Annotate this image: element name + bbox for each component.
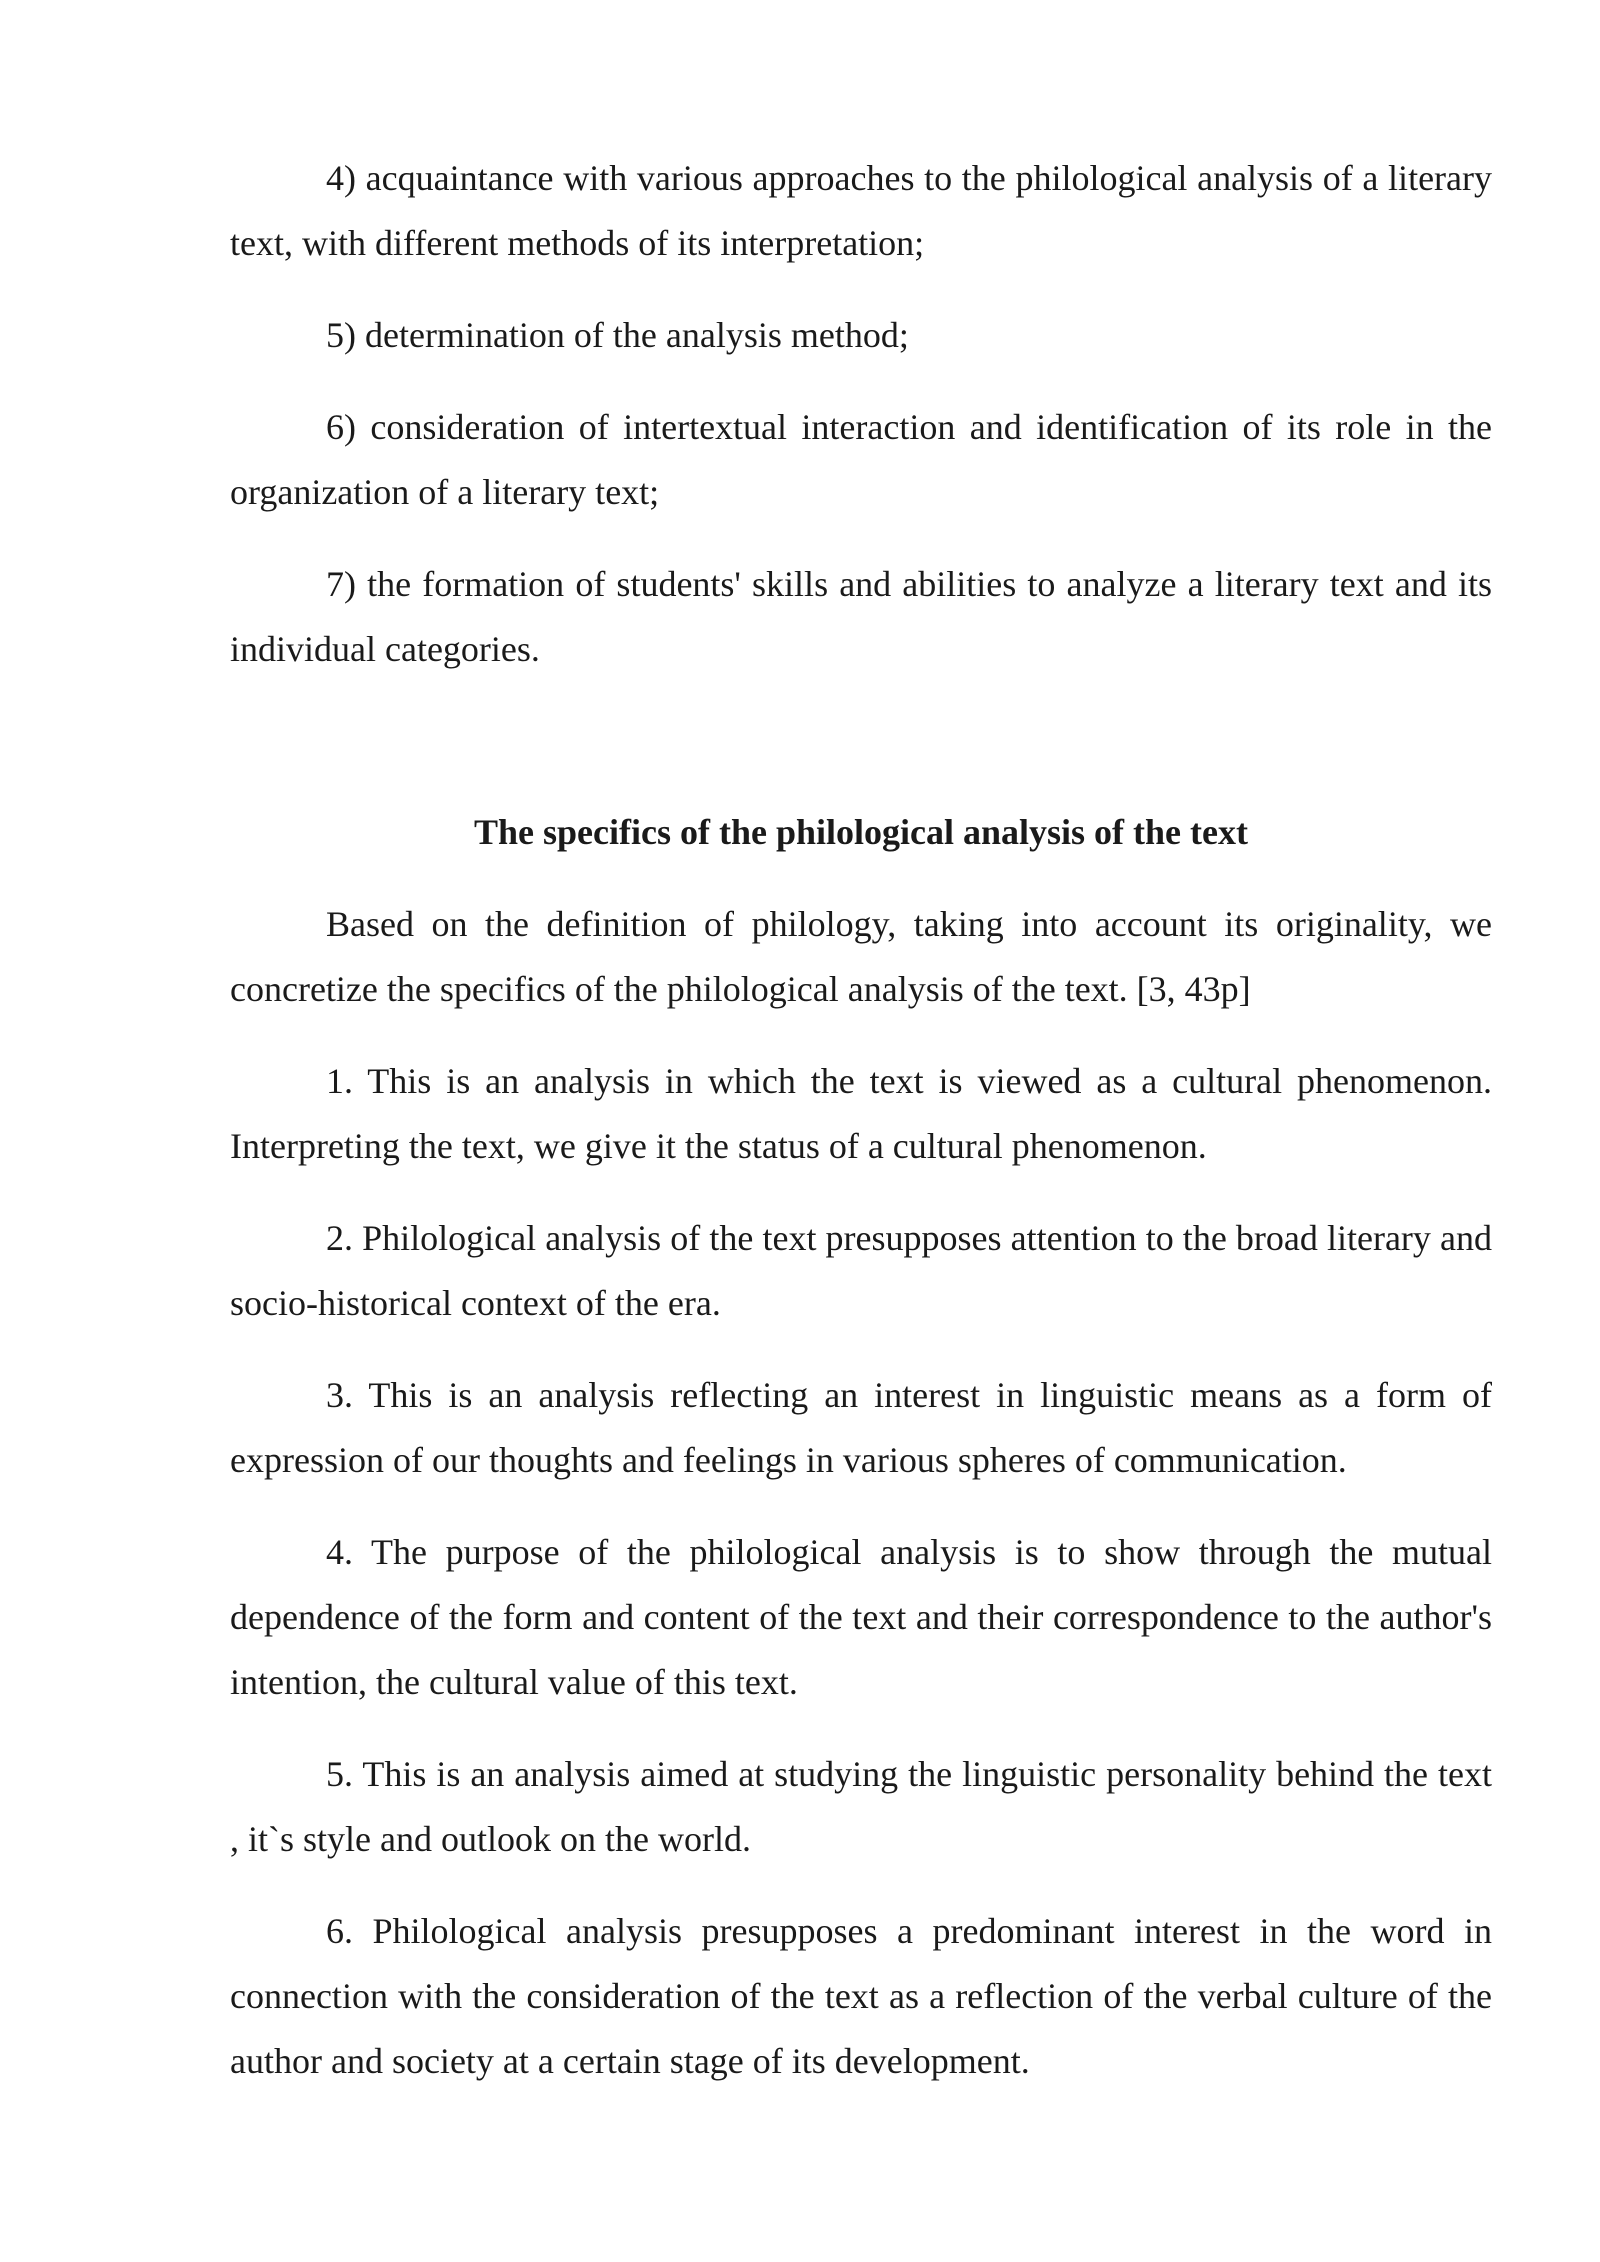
numbered-item: 1. This is an analysis in which the text is viewed as a cultural phenomenon. Interpreting the text, we give it the status of a cultural phenomenon. xyxy=(230,1061,1492,1166)
intro-paragraph: Based on the definition of philology, taking into account its originality, we concretize the specifics of the philological analysis of the text. [3, 43p] xyxy=(230,904,1492,1009)
numbered-item: 3. This is an analysis reflecting an interest in linguistic means as a form of expression of our thoughts and feelings in various spheres of communication. xyxy=(230,1375,1492,1480)
numbered-item: 4. The purpose of the philological analysis is to show through the mutual dependence of the form and content of the text and their correspondence to the author's intention, the cultural value of this text. xyxy=(230,1532,1492,1702)
list-item: 4) acquaintance with various approaches to the philological analysis of a literary text, with different methods of its interpretation; xyxy=(230,158,1492,263)
section-heading: The specifics of the philological analysis of the text xyxy=(474,812,1248,852)
list-item: 5) determination of the analysis method; xyxy=(326,315,909,355)
numbered-item: 5. This is an analysis aimed at studying the linguistic personality behind the text , it`s style and outlook on the world. xyxy=(230,1754,1492,1859)
list-item: 7) the formation of students' skills and abilities to analyze a literary text and its individual categories. xyxy=(230,564,1492,669)
list-item: 6) consideration of intertextual interaction and identification of its role in the organization of a literary text; xyxy=(230,407,1492,512)
numbered-item: 2. Philological analysis of the text presupposes attention to the broad literary and socio-historical context of the era. xyxy=(230,1218,1492,1323)
document-page xyxy=(230,146,1492,2094)
numbered-item: 6. Philological analysis presupposes a predominant interest in the word in connection with the consideration of the text as a reflection of the verbal culture of the author and society at a certain stage of its development. xyxy=(230,1911,1492,2081)
